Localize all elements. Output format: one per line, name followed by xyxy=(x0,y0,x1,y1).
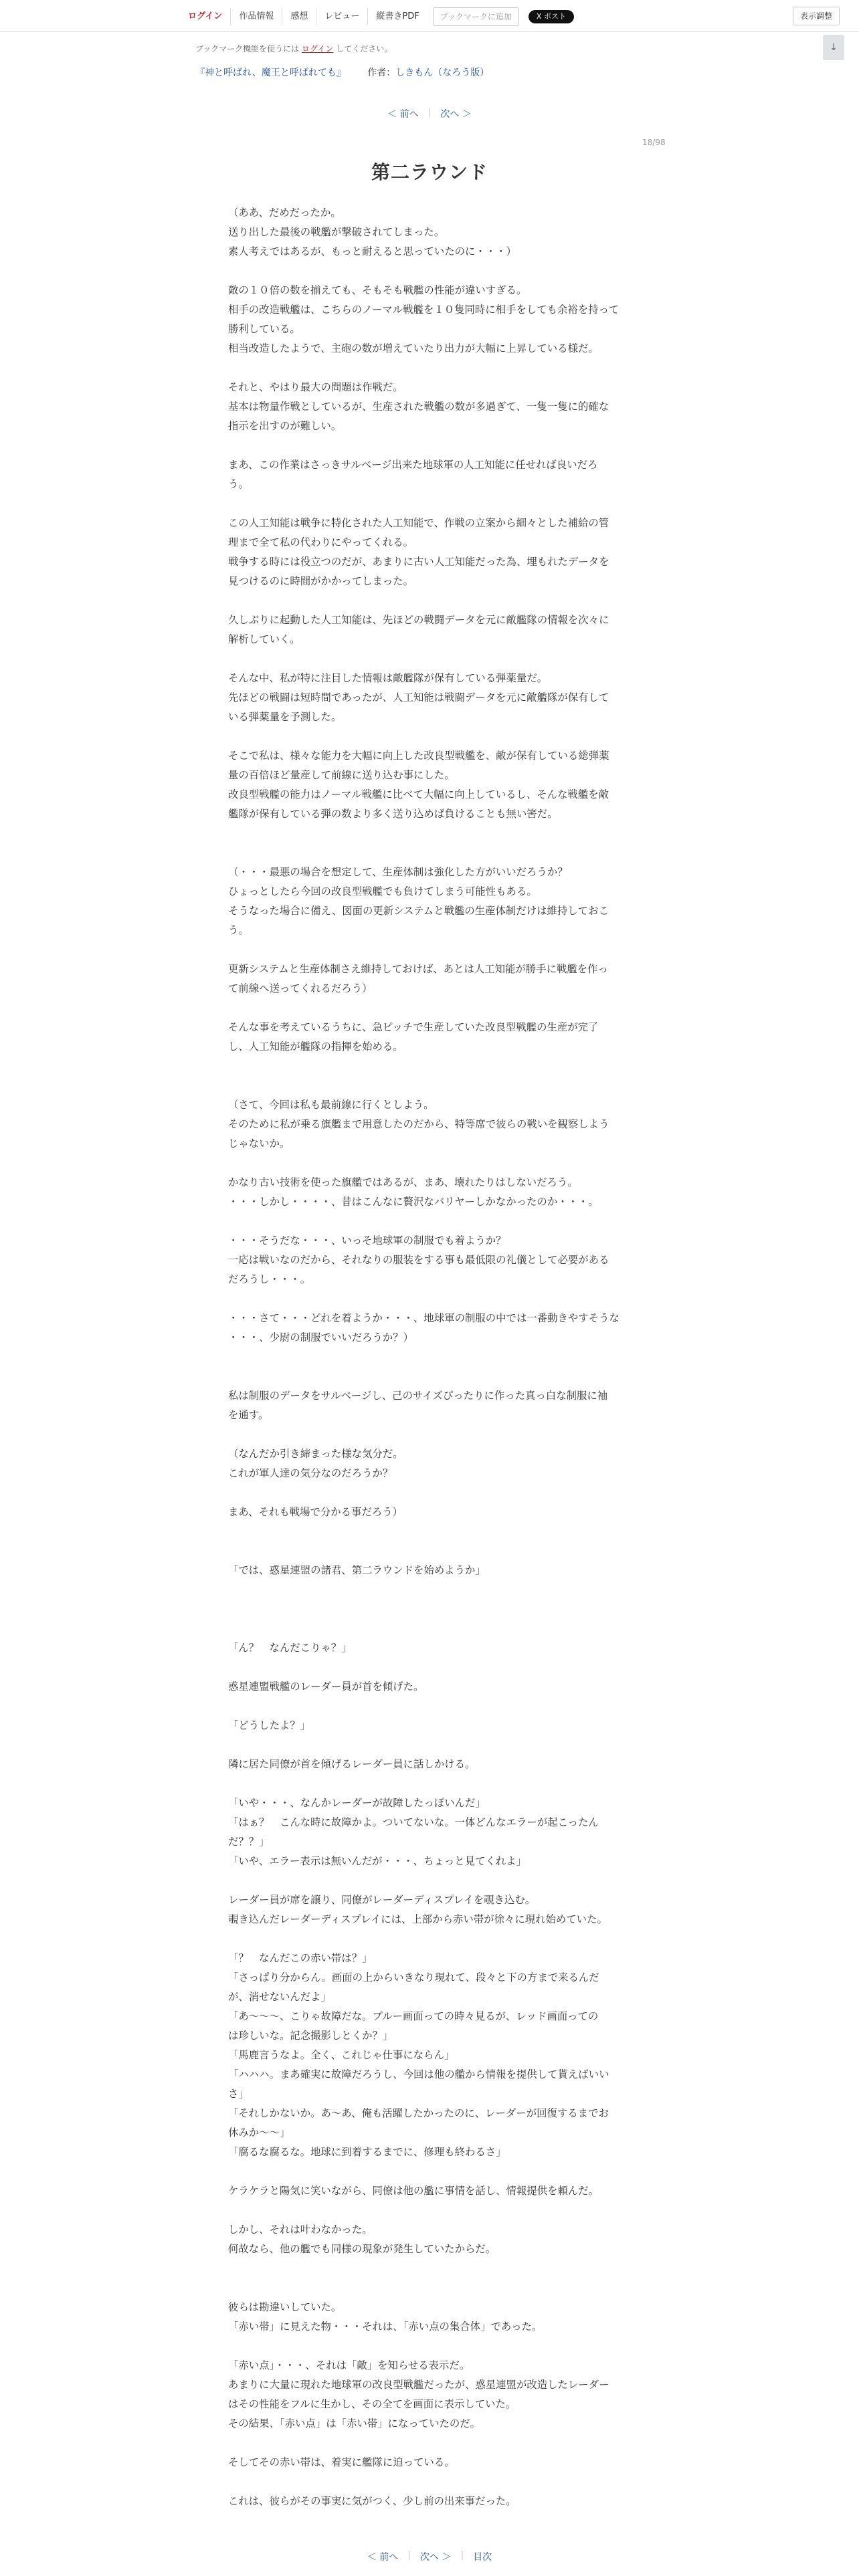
top-nav-bar xyxy=(0,0,859,32)
body-line: 「それしかないか。あ〜あ、俺も活躍したかったのに、レーダーが回復するまでお xyxy=(228,2107,609,2119)
body-line xyxy=(228,1735,626,1755)
body-line: まあ、この作業はさっきサルベージ出来た地球軍の人工知能に任せれば良いだろ xyxy=(228,459,598,471)
body-line: 解析していく。 xyxy=(228,633,300,645)
body-line xyxy=(228,649,626,669)
add-bookmark-button[interactable]: ブックマークに追加 xyxy=(433,7,519,26)
pager-top xyxy=(0,107,859,120)
body-line xyxy=(228,1425,626,1444)
body-line: 相手の改造戦艦は、こちらのノーマル戦艦を１０隻同時に相手をしても余裕を持って xyxy=(228,304,619,316)
body-line: 「さっぱり分からん。画面の上からいきなり現れて、段々と下の方まで来るんだ xyxy=(228,1971,599,1983)
body-line: そんな中、私が特に注目した情報は敵艦隊が保有している弾薬量だ。 xyxy=(228,672,548,684)
body-line: じゃないか。 xyxy=(228,1138,290,1150)
body-line xyxy=(228,494,626,514)
body-line: 彼らは勘違いしていた。 xyxy=(228,2301,342,2313)
body-line: （さて、今回は私も最前線に行くとしよう。 xyxy=(228,1099,434,1111)
body-line xyxy=(228,1774,626,1794)
novel-title-link[interactable]: 『神と呼ばれ、魔王と呼ばれても』 xyxy=(195,68,346,78)
prev-page-link-bottom[interactable]: ＜ 前へ xyxy=(367,2552,399,2563)
body-line: 休みか〜〜」 xyxy=(228,2127,290,2139)
body-line: 量の百倍ほど量産して前線に送り込む事にした。 xyxy=(228,769,455,781)
body-line: 相当改造したようで、主砲の数が増えていたり出力が大幅に上昇している様だ。 xyxy=(228,342,599,354)
body-line xyxy=(228,1580,626,1600)
body-line xyxy=(228,1600,626,1619)
novel-info xyxy=(195,66,489,79)
body-line xyxy=(228,1658,626,1677)
body-line: その結果、「赤い点」は「赤い帯」になっていたのだ。 xyxy=(228,2418,481,2430)
body-line xyxy=(228,2162,626,2181)
body-line: そんな事を考えているうちに、急ピッチで生産していた改良型戦艦の生産が完了 xyxy=(228,1021,599,1033)
notice-text-end: してください。 xyxy=(333,44,393,53)
body-line: これは、彼らがその事実に気がつく、少し前の出来事だった。 xyxy=(228,2495,516,2507)
body-line: 「赤い点」・・・、それは「敵」を知らせる表示だ。 xyxy=(228,2359,470,2371)
body-line: はその性能をフルに生かし、その全てを画面に表示していた。 xyxy=(228,2398,516,2410)
table-of-contents-link[interactable]: 目次 xyxy=(473,2552,492,2563)
body-line: 「どうしたよ？」 xyxy=(228,1719,311,1731)
notice-login-link[interactable]: ログイン xyxy=(301,44,334,53)
vertical-pdf-link[interactable]: 縦書きPDF xyxy=(367,8,427,25)
body-line: 覗き込んだレーダーディスプレイには、上部から赤い帯が徐々に現れ始めていた。 xyxy=(228,1913,607,1925)
pager-divider: | xyxy=(427,107,432,118)
body-line xyxy=(228,436,626,455)
pager-divider: | xyxy=(407,2550,411,2561)
body-line: 素人考えではあるが、もっと耐えると思っていたのに・・・） xyxy=(228,245,516,257)
body-line xyxy=(228,2201,626,2220)
body-line: そのために私が乗る旗艦まで用意したのだから、特等席で彼らの戦いを観察しよう xyxy=(228,1118,609,1130)
body-line: 一応は戦いなのだから、それなりの服装をする事も最低限の礼儀として必要がある xyxy=(228,1254,609,1266)
body-line: 艦隊が保有している弾の数より多く送り込めば負けることも無い筈だ。 xyxy=(228,808,558,820)
body-line xyxy=(228,940,626,960)
body-line xyxy=(228,1348,626,1367)
body-line: て前線へ送ってくれるだろう） xyxy=(228,982,373,994)
body-line: 送り出した最後の戦艦が撃破されてしまった。 xyxy=(228,226,445,238)
chapter-title: 第二ラウンド xyxy=(371,161,488,183)
body-line xyxy=(228,261,626,281)
body-line: 「では、惑星連盟の諸君、第二ラウンドを始めようか」 xyxy=(228,1564,486,1576)
body-line: しかし、それは叶わなかった。 xyxy=(228,2224,373,2236)
body-line: （ああ、だめだったか。 xyxy=(228,207,341,219)
novel-info-link[interactable]: 作品情報 xyxy=(230,8,282,25)
body-line: かなり古い技術を使った旗艦ではあるが、まあ、壊れたりはしないだろう。 xyxy=(228,1176,578,1188)
body-line: 「ハハハ。まあ確実に故障だろうし、今回は他の艦から情報を提供して貰えばいい xyxy=(228,2068,609,2080)
body-line xyxy=(228,843,626,863)
body-line: そこで私は、様々な能力を大幅に向上した改良型戦艦を、敵が保有している総弾薬 xyxy=(228,750,609,762)
body-line: さ」 xyxy=(228,2088,249,2100)
body-line: （なんだか引き締まった様な気分だ。 xyxy=(228,1448,403,1460)
next-page-link-bottom[interactable]: 次へ ＞ xyxy=(420,2552,452,2563)
body-line: 私は制服のデータをサルベージし、己のサイズぴったりに作った真っ白な制服に袖 xyxy=(228,1390,608,1402)
body-line: 理まで全て私の代わりにやってくれる。 xyxy=(228,536,414,548)
body-line xyxy=(228,2259,626,2278)
body-line: う。 xyxy=(228,478,249,490)
body-line xyxy=(228,1483,626,1503)
body-line xyxy=(228,2434,626,2453)
body-line: それと、やはり最大の問題は作戦だ。 xyxy=(228,381,403,393)
body-line: ・・・、少尉の制服でいいだろうか？） xyxy=(228,1331,414,1344)
chapter-body xyxy=(228,203,626,2511)
body-line xyxy=(228,1871,626,1891)
body-line: ・・・さて・・・どれを着ようか・・・、地球軍の制服の中では一番動きやすそうな xyxy=(228,1312,619,1324)
body-line: 見つけるのに時間がかかってしまった。 xyxy=(228,575,414,587)
bookmark-notice xyxy=(195,43,392,54)
login-link[interactable]: ログイン xyxy=(188,11,223,21)
body-line: 惑星連盟戦艦のレーダー員が首を傾げた。 xyxy=(228,1681,424,1693)
body-line: 「いや・・・、なんかレーダーが故障したっぽいんだ」 xyxy=(228,1797,486,1809)
body-line: 更新システムと生産体制さえ維持しておけば、あとは人工知能が勝手に戦艦を作っ xyxy=(228,963,608,975)
body-line: 「あ〜〜〜、こりゃ故障だな。ブルー画面っての時々見るが、レッド画面っての xyxy=(228,2010,599,2022)
body-line: 「はぁ？ こんな時に故障かよ。ついてないな。一体どんなエラーが起こったん xyxy=(228,1816,599,1828)
page-count: 18/98 xyxy=(642,138,666,147)
body-line: 「いや、エラー表示は無いんだが・・・、ちょっと見てくれよ」 xyxy=(228,1855,527,1867)
display-settings-button[interactable]: 表示調整 xyxy=(793,7,840,25)
body-line: 改良型戦艦の能力はノーマル戦艦に比べて大幅に向上しているし、そんな戦艦を敵 xyxy=(228,788,609,800)
body-line xyxy=(228,1057,626,1076)
body-line xyxy=(228,1289,626,1309)
body-line: レーダー員が席を譲り、同僚がレーダーディスプレイを覗き込む。 xyxy=(228,1894,536,1906)
body-line xyxy=(228,1541,626,1561)
body-line xyxy=(228,1929,626,1949)
body-line xyxy=(228,998,626,1018)
body-line: 「馬鹿言うなよ。全く、これじゃ仕事にならん」 xyxy=(228,2049,455,2061)
pager-divider: | xyxy=(460,2550,464,2561)
body-line xyxy=(228,2337,626,2356)
impressions-link[interactable]: 感想 xyxy=(282,8,316,25)
body-line: 「ん？ なんだこりゃ？」 xyxy=(228,1642,352,1654)
notice-text: ブックマーク機能を使うには xyxy=(195,44,302,53)
body-line: ひょっとしたら今回の改良型戦艦でも負けてしまう可能性もある。 xyxy=(228,885,537,897)
body-line: 勝利している。 xyxy=(228,323,300,335)
body-line: （・・・最悪の場合を想定して、生産体制は強化した方がいいだろうか？ xyxy=(228,866,568,878)
body-line: 戦争する時には役立つのだが、あまりに古い人工知能だった為、埋もれたデータを xyxy=(228,556,609,568)
author-label: 作者： xyxy=(367,68,396,78)
body-line xyxy=(228,1522,626,1541)
body-line: ケラケラと陽気に笑いながら、同僚は他の艦に事情を話し、情報提供を頼んだ。 xyxy=(228,2185,599,2197)
site-nav xyxy=(181,7,574,26)
body-line xyxy=(228,1619,626,1638)
body-line: 「腐るな腐るな。地球に到着するまでに、修理も終わるさ」 xyxy=(228,2146,506,2158)
body-line xyxy=(228,358,626,378)
prev-page-link[interactable]: ＜ 前へ xyxy=(387,109,419,120)
body-line: 指示を出すのが難しい。 xyxy=(228,420,342,432)
x-post-button[interactable]: X ポスト xyxy=(529,10,574,23)
body-line: 先ほどの戦闘は短時間であったが、人工知能は戦闘データを元に敵艦隊が保有して xyxy=(228,691,609,704)
body-line: これが軍人達の気分なのだろうか？ xyxy=(228,1467,393,1479)
body-line: この人工知能は戦争に特化された人工知能で、作戦の立案から細々とした補給の管 xyxy=(228,517,609,529)
review-link[interactable]: レビュー xyxy=(316,8,367,25)
body-line: まあ、それも戦場で分かる事だろう） xyxy=(228,1506,403,1518)
body-line: う。 xyxy=(228,924,249,936)
body-line: は珍しいな。記念撮影しとくか？」 xyxy=(228,2030,393,2042)
body-line xyxy=(228,2472,626,2492)
body-line: 何故なら、他の艦でも同様の現象が発生していたからだ。 xyxy=(228,2243,496,2255)
body-line: し、人工知能が艦隊の指揮を始める。 xyxy=(228,1041,403,1053)
body-line xyxy=(228,1367,626,1386)
body-line: あまりに大量に現れた地球軍の改良型戦艦だったが、惑星連盟が改造したレーダー xyxy=(228,2379,609,2391)
body-line: だろうし・・・。 xyxy=(228,1273,311,1285)
pager-bottom xyxy=(0,2550,859,2563)
body-line xyxy=(228,824,626,843)
body-line: ・・・そうだな・・・、いっそ地球軍の制服でも着ようか？ xyxy=(228,1235,506,1247)
body-line: そしてその赤い帯は、着実に艦隊に迫っている。 xyxy=(228,2456,455,2468)
body-line: 「赤い帯」に見えた物・・・それは、「赤い点の集合体」であった。 xyxy=(228,2321,543,2333)
body-line xyxy=(228,1697,626,1716)
scroll-down-button[interactable]: ↓ xyxy=(823,35,844,60)
body-line: そうなった場合に備え、図面の更新システムと戦艦の生産体制だけは維持しておこ xyxy=(228,905,609,917)
body-line: 久しぶりに起動した人工知能は、先ほどの戦闘データを元に敵艦隊の情報を次々に xyxy=(228,614,609,626)
body-line: 隣に居た同僚が首を傾げるレーダー員に話しかける。 xyxy=(228,1758,476,1770)
next-page-link[interactable]: 次へ ＞ xyxy=(440,109,472,120)
body-line: を通す。 xyxy=(228,1409,269,1421)
body-line xyxy=(228,2278,626,2298)
body-line: ・・・しかし・・・・、昔はこんなに贅沢なバリヤーしかなかったのか・・・。 xyxy=(228,1196,599,1208)
body-line xyxy=(228,1076,626,1095)
body-line: 基本は物量作戦としているが、生産された戦艦の数が多過ぎて、一隻一隻に的確な xyxy=(228,401,609,413)
body-line xyxy=(228,591,626,611)
body-line xyxy=(228,1212,626,1231)
body-line: いる弾薬量を予測した。 xyxy=(228,711,342,723)
body-line: が、消せないんだよ」 xyxy=(228,1991,331,2003)
body-line: 「？ なんだこの赤い帯は？」 xyxy=(228,1952,373,1964)
body-line xyxy=(228,727,626,746)
body-line xyxy=(228,1154,626,1173)
author-link[interactable]: しきもん（なろう版） xyxy=(395,68,490,78)
body-line: 敵の１０倍の数を揃えても、そもそも戦艦の性能が違いすぎる。 xyxy=(228,284,527,296)
body-line: だ？？」 xyxy=(228,1836,270,1848)
